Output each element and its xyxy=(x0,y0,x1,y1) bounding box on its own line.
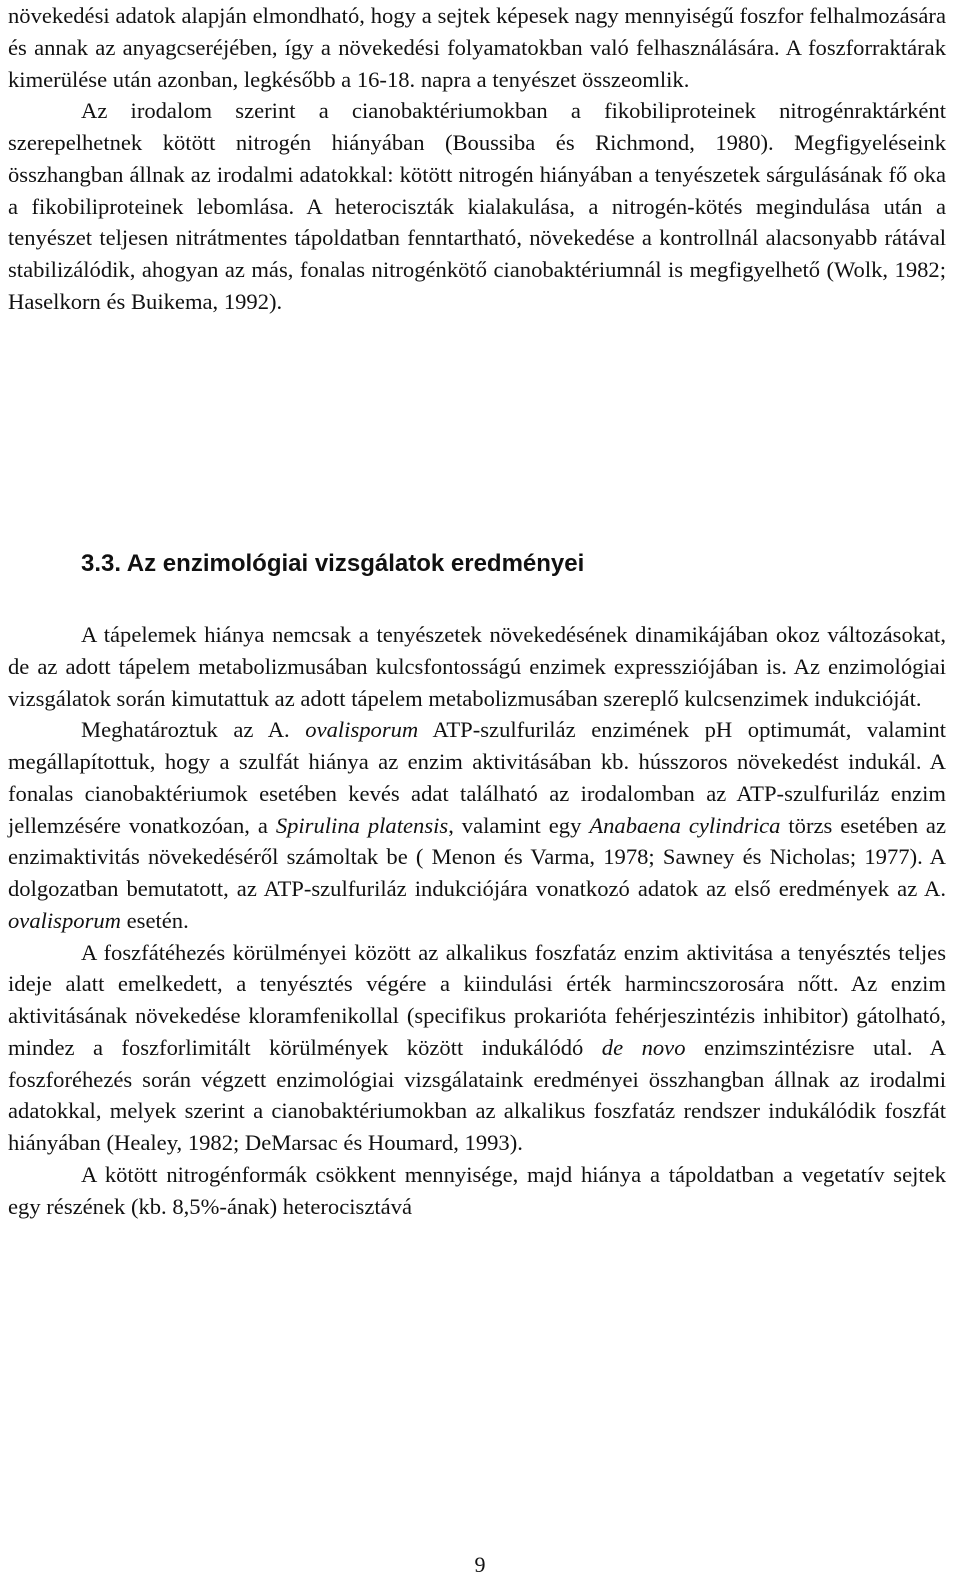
species-name: ovalisporum xyxy=(8,907,121,933)
text-run: enzimszintézisre utal. A foszforéhezés során végzett enzimológiai vizsgálataink eredményei összhangban állnak az irodalmi adatokkal, melyek szerint a cianobaktériumokban az alkalikus foszfatáz rendszer indukálódik foszfát hiányában (Healey, 1982; DeMarsac és Houmard, 1993). xyxy=(8,1034,946,1155)
section-heading: 3.3. Az enzimológiai vizsgálatok eredményei xyxy=(81,550,585,577)
text-run: esetén. xyxy=(120,907,189,933)
latin-term: de novo xyxy=(601,1034,686,1060)
paragraph-fikobiliproteinek: Az irodalom szerint a cianobaktériumokban a fikobiliproteinek nitrogénraktárként szerepelhetnek kötött nitrogén hiányában (Boussiba és Richmond, 1980). Megfigyeléseink összhangban állnak az irodalmi adatokkal: kötött nitrogén hiányában a tenyészetek sárgulásának fő oka a fikobiliproteinek lebomlása. A heterociszták kialakulása, a nitrogén-kötés megindulása után a tenyészet teljesen nitrátmentes tápoldatban fenntartható, növekedése a kontrollnál alacsonyabb rátával stabilizálódik, ahogyan az más, fonalas nitrogénkötő cianobaktériumnál is megfigyelhető (Wolk, 1982; Haselkorn és Buikema, 1992). xyxy=(8,98,946,314)
text-run: Meghatároztuk az A. xyxy=(81,717,306,743)
text-run: A foszfátéhezés körülményei között az alkalikus foszfatáz enzim aktivitása a tenyésztés teljes ideje alatt emelkedett, a tenyésztés végére a kiindulási érték harmincszorosára nőtt. Az enzim aktivitásának növekedése kloramfenikollal (specifikus prokarióta fehérjeszintézis inhibitor) gátolható, mindez a foszforlimitált körülmények között indukálódó xyxy=(8,939,946,1060)
body-text-bottom xyxy=(8,619,946,1222)
body-text-top xyxy=(8,0,946,318)
text-run: ATP-szulfuriláz enzimének pH optimumát, valamint megállapítottuk, hogy a szulfát hiánya az enzim aktivitásában kb. hússzoros növekedést indukál. A fonalas cianobaktériumok esetében kevés adat található az irodalomban az ATP-szulfuriláz enzim jellemzésére vonatkozóan, a xyxy=(8,717,946,838)
species-name: Anabaena cylindrica xyxy=(589,812,781,838)
paragraph-continuation: növekedési adatok alapján elmondható, hogy a sejtek képesek nagy mennyiségű foszfor felhalmozására és annak az anyagcseréjében, így a növekedési folyamatokban való felhasználására. A foszforraktárak kimerülése után azonban, legkésőbb a 16-18. napra a tenyészet összeomlik. xyxy=(8,3,946,92)
text-run: , valamint egy xyxy=(448,812,590,838)
species-name: ovalisporum xyxy=(305,717,419,743)
paragraph-nitrogenformak: A kötött nitrogénformák csökkent mennyisége, majd hiánya a tápoldatban a vegetatív sejtek egy részének (kb. 8,5%-ának) heterocisztává xyxy=(8,1161,946,1219)
page-number: 9 xyxy=(474,1552,486,1577)
paragraph-foszfatazs xyxy=(8,937,946,1159)
paragraph-tapelemek: A tápelemek hiánya nemcsak a tenyészetek növekedésének dinamikájában okoz változásokat, de az adott tápelem metabolizmusában kulcsfontosságú enzimek expressziójában is. Az enzimológiai vizsgálatok során kimutattuk az adott tápelem metabolizmusában szereplő kulcsenzimek indukcióját. xyxy=(8,622,946,711)
paragraph-atp-szulfurilaz xyxy=(8,714,946,936)
species-name: Spirulina platensis xyxy=(275,812,449,838)
text-run: törzs esetében az enzimaktivitás növekedéséről számoltak be ( Menon és Varma, 1978; Sawney és Nicholas; 1977). A dolgozatban bemutatott, az ATP-szulfuriláz indukciójára vonatkozó adatok az első eredmények az A. xyxy=(8,812,946,901)
